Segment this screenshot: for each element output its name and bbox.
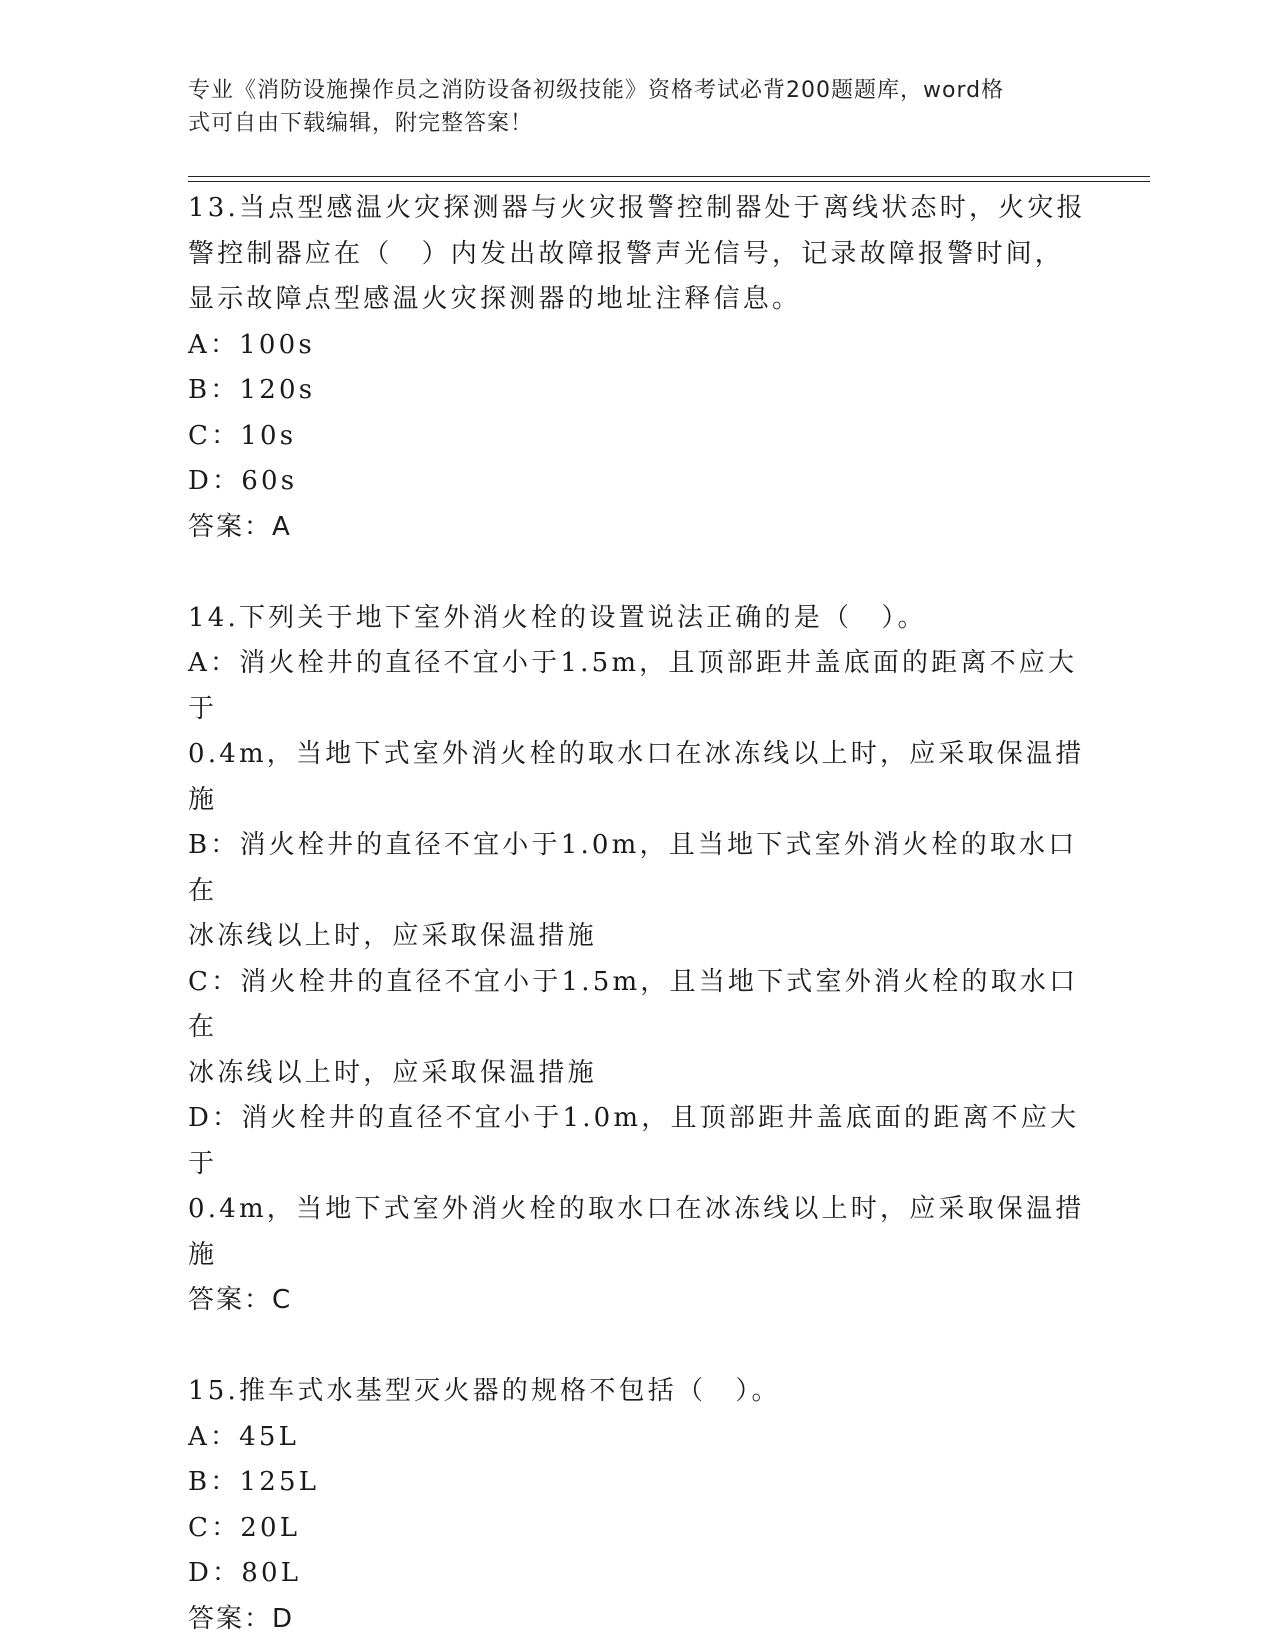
answer-option-line: A：100s xyxy=(188,329,315,360)
header-line-1: 专业《消防设施操作员之消防设备初级技能》资格考试必背200题题库，word格 xyxy=(188,78,1005,103)
answer-option-line: C：消火栓井的直径不宜小于1.5m，且当地下式室外消火栓的取水口在 xyxy=(188,966,1079,1042)
answer-option-line: 施 xyxy=(188,784,218,815)
header-divider-bottom xyxy=(188,181,1150,182)
answer-option xyxy=(188,368,1088,414)
answer-option xyxy=(188,960,1088,1097)
answer-option xyxy=(188,1551,1088,1597)
answer-option-line: B：消火栓井的直径不宜小于1.0m，且当地下式室外消火栓的取水口在 xyxy=(188,830,1078,906)
question-stem-line: 显示故障点型感温火灾探测器的地址注释信息。 xyxy=(188,284,802,314)
answer-option xyxy=(188,641,1088,823)
answer-option xyxy=(188,1506,1088,1552)
answer-option xyxy=(188,414,1088,460)
answer-option xyxy=(188,1460,1088,1506)
question-stem-line: 警控制器应在（ ）内发出故障报警声光信号，记录故障报警时间， xyxy=(188,238,1065,269)
question-block xyxy=(188,186,1088,550)
question-block xyxy=(188,1369,1088,1642)
answer-key: 答案：C xyxy=(188,1285,293,1315)
question-stem-line: 13.当点型感温火灾探测器与火灾报警控制器处于离线状态时，火灾报 xyxy=(188,193,1086,223)
header-line-2: 式可自由下载编辑，附完整答案！ xyxy=(188,111,534,136)
document-header xyxy=(188,74,1068,140)
answer-option-line: C：10s xyxy=(188,420,297,451)
answer-option xyxy=(188,323,1088,369)
header-divider-top xyxy=(188,176,1150,177)
answer-option-line: D：80L xyxy=(188,1558,302,1588)
question-block xyxy=(188,596,1088,1324)
answer-option-line: B：125L xyxy=(188,1467,320,1497)
answer-option-line: D：消火栓井的直径不宜小于1.0m，且顶部距井盖底面的距离不应大于 xyxy=(188,1103,1080,1179)
question-stem-line: 15.推车式水基型灭火器的规格不包括（ ）。 xyxy=(188,1376,781,1406)
question-stem-line: 14.下列关于地下室外消火栓的设置说法正确的是（ ）。 xyxy=(188,602,927,633)
answer-option-line: B：120s xyxy=(188,375,316,405)
answer-key: 答案：A xyxy=(188,511,292,542)
answer-key: 答案：D xyxy=(188,1603,295,1634)
answer-option-line: 0.4m，当地下式室外消火栓的取水口在冰冻线以上时，应采取保温措 xyxy=(188,739,1085,769)
answer-option-line: 施 xyxy=(188,1239,218,1270)
answer-option xyxy=(188,823,1088,960)
answer-option-line: 0.4m，当地下式室外消火栓的取水口在冰冻线以上时，应采取保温措 xyxy=(188,1194,1085,1224)
answer-option-line: A：消火栓井的直径不宜小于1.5m，且顶部距井盖底面的距离不应大于 xyxy=(188,648,1078,724)
answer-option-line: A：45L xyxy=(188,1421,300,1452)
question-spacer xyxy=(188,550,1088,596)
question-list xyxy=(188,186,1088,1642)
answer-option-line: C：20L xyxy=(188,1512,301,1543)
answer-option-line: 冰冻线以上时，应采取保温措施 xyxy=(188,921,597,951)
answer-option xyxy=(188,459,1088,505)
answer-option-line: D：60s xyxy=(188,466,298,496)
answer-option-line: 冰冻线以上时，应采取保温措施 xyxy=(188,1057,597,1088)
question-spacer xyxy=(188,1324,1088,1370)
answer-option xyxy=(188,1415,1088,1461)
answer-option xyxy=(188,1096,1088,1278)
